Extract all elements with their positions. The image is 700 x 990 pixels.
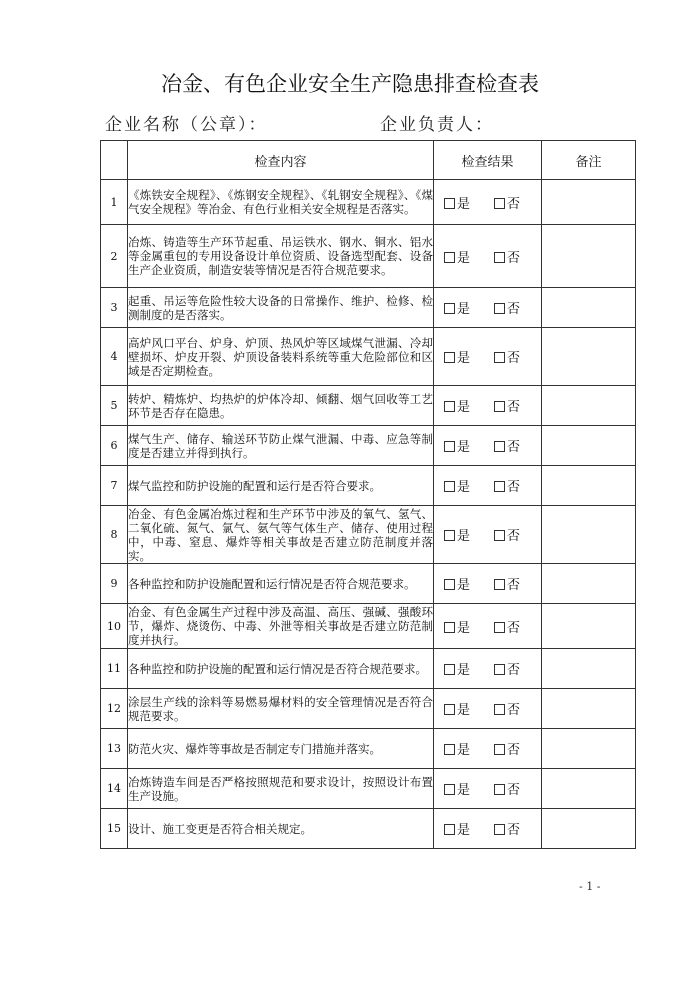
- check-result-cell: [434, 769, 542, 809]
- row-number: 11: [101, 649, 128, 689]
- check-result-cell: [434, 466, 542, 506]
- checkbox-icon[interactable]: [444, 252, 455, 263]
- checkbox-icon[interactable]: [494, 198, 505, 209]
- checkbox-icon[interactable]: [444, 481, 455, 492]
- check-item-content: 转炉、精炼炉、均热炉的炉体冷却、倾翻、烟气回收等工艺环节是否存在隐患。: [128, 386, 434, 426]
- result-yes-option[interactable]: [444, 739, 470, 758]
- table-row: [101, 689, 636, 729]
- result-no-option[interactable]: [494, 298, 520, 317]
- row-number: 10: [101, 604, 128, 649]
- checkbox-icon[interactable]: [494, 664, 505, 675]
- check-item-content: 煤气监控和防护设施的配置和运行是否符合要求。: [128, 466, 434, 506]
- check-result-cell: [434, 649, 542, 689]
- no-label: 否: [507, 480, 521, 495]
- result-yes-option[interactable]: [444, 298, 470, 317]
- checkbox-icon[interactable]: [444, 704, 455, 715]
- result-yes-option[interactable]: [444, 476, 470, 495]
- yes-label: 是: [457, 703, 471, 718]
- result-yes-option[interactable]: [444, 699, 470, 718]
- no-label: 否: [507, 440, 521, 455]
- check-result-cell: [434, 328, 542, 386]
- yes-label: 是: [457, 440, 471, 455]
- result-yes-option[interactable]: [444, 617, 470, 636]
- table-row: [101, 328, 636, 386]
- result-no-option[interactable]: [494, 193, 520, 212]
- check-result-cell: [434, 386, 542, 426]
- checkbox-icon[interactable]: [494, 704, 505, 715]
- no-label: 否: [507, 703, 521, 718]
- remark-cell[interactable]: [542, 809, 636, 849]
- row-number: 1: [101, 180, 128, 225]
- result-no-option[interactable]: [494, 659, 520, 678]
- table-row: [101, 288, 636, 328]
- row-number: 6: [101, 426, 128, 466]
- check-item-content: 冶金、有色金属生产过程中涉及高温、高压、强碱、强酸环节，爆炸、烧烫伤、中毒、外泄等相关事故是否建立防范制度并执行。: [128, 605, 433, 647]
- result-no-option[interactable]: [494, 396, 520, 415]
- result-no-option[interactable]: [494, 476, 520, 495]
- remark-cell[interactable]: [542, 426, 636, 466]
- no-label: 否: [507, 663, 521, 678]
- result-yes-option[interactable]: [444, 347, 470, 366]
- result-yes-option[interactable]: [444, 525, 470, 544]
- no-label: 否: [507, 823, 521, 838]
- table-body: [101, 180, 636, 849]
- row-number: 8: [101, 506, 128, 564]
- table-row: [101, 466, 636, 506]
- checkbox-icon[interactable]: [494, 579, 505, 590]
- result-no-option[interactable]: [494, 525, 520, 544]
- remark-cell[interactable]: [542, 729, 636, 769]
- checkbox-icon[interactable]: [444, 744, 455, 755]
- remark-cell[interactable]: [542, 769, 636, 809]
- result-yes-option[interactable]: [444, 779, 470, 798]
- table-row: [101, 729, 636, 769]
- yes-label: 是: [457, 302, 471, 317]
- checkbox-icon[interactable]: [494, 401, 505, 412]
- checkbox-icon[interactable]: [444, 622, 455, 633]
- check-item-content: 各种监控和防护设施的配置和运行情况是否符合规范要求。: [128, 649, 434, 689]
- checkbox-icon[interactable]: [494, 303, 505, 314]
- check-item-content: 冶炼、铸造等生产环节起重、吊运铁水、钢水、铜水、铝水等金属重包的专用设备设计单位资质、设备选型配套、设备生产企业资质，制造安装等情况是否符合规范要求。: [128, 225, 434, 288]
- result-yes-option[interactable]: [444, 193, 470, 212]
- row-number: 2: [101, 225, 128, 288]
- remark-cell[interactable]: [542, 328, 636, 386]
- checkbox-icon[interactable]: [444, 579, 455, 590]
- checkbox-icon[interactable]: [494, 530, 505, 541]
- no-label: 否: [507, 400, 521, 415]
- row-number: 7: [101, 466, 128, 506]
- no-label: 否: [507, 250, 521, 266]
- check-item-content: 设计、施工变更是否符合相关规定。: [128, 809, 434, 849]
- yes-label: 是: [457, 351, 471, 366]
- check-result-cell: [434, 604, 542, 649]
- header-result: 检查结果: [434, 141, 542, 180]
- row-number: 4: [101, 328, 128, 386]
- checkbox-icon[interactable]: [444, 664, 455, 675]
- check-item-content: 涂层生产线的涂料等易燃易爆材料的安全管理情况是否符合规范要求。: [128, 689, 434, 729]
- row-number: 14: [101, 769, 128, 809]
- checkbox-icon[interactable]: [444, 352, 455, 363]
- result-yes-option[interactable]: [444, 819, 470, 838]
- table-row: [101, 225, 636, 288]
- checkbox-icon[interactable]: [494, 481, 505, 492]
- remark-cell[interactable]: [542, 386, 636, 426]
- yes-label: 是: [457, 529, 471, 544]
- checkbox-icon[interactable]: [494, 441, 505, 452]
- checkbox-icon[interactable]: [444, 784, 455, 795]
- yes-label: 是: [457, 620, 471, 636]
- result-yes-option[interactable]: [444, 247, 470, 266]
- table-row: [101, 649, 636, 689]
- table-header-row: [101, 141, 636, 180]
- check-result-cell: [434, 225, 542, 288]
- no-label: 否: [507, 578, 521, 593]
- checkbox-icon[interactable]: [444, 530, 455, 541]
- result-no-option[interactable]: [494, 574, 520, 593]
- remark-cell[interactable]: [542, 689, 636, 729]
- yes-label: 是: [457, 823, 471, 838]
- check-item-content: 防范火灾、爆炸等事故是否制定专门措施并落实。: [128, 729, 434, 769]
- remark-cell[interactable]: [542, 649, 636, 689]
- check-item-content: 各种监控和防护设施配置和运行情况是否符合规范要求。: [128, 564, 434, 604]
- checkbox-icon[interactable]: [444, 441, 455, 452]
- check-result-cell: [434, 689, 542, 729]
- yes-label: 是: [457, 400, 471, 415]
- check-result-cell: [434, 564, 542, 604]
- checkbox-icon[interactable]: [494, 252, 505, 263]
- checkbox-icon[interactable]: [494, 744, 505, 755]
- checkbox-icon[interactable]: [494, 824, 505, 835]
- no-label: 否: [507, 302, 521, 317]
- row-number: 12: [101, 689, 128, 729]
- result-no-option[interactable]: [494, 617, 520, 636]
- table-row: [101, 180, 636, 225]
- remark-cell[interactable]: [542, 466, 636, 506]
- result-yes-option[interactable]: [444, 436, 470, 455]
- checkbox-icon[interactable]: [444, 824, 455, 835]
- check-result-cell: [434, 809, 542, 849]
- yes-label: 是: [457, 783, 471, 798]
- yes-label: 是: [457, 480, 471, 495]
- yes-label: 是: [457, 250, 471, 266]
- check-item-content: 《炼铁安全规程》、《炼钢安全规程》、《轧钢安全规程》、《煤气安全规程》等冶金、有色行业相关安全规程是否落实。: [128, 180, 434, 225]
- result-no-option[interactable]: [494, 699, 520, 718]
- check-item-content: 冶金、有色金属冶炼过程和生产环节中涉及的氧气、氢气、二氧化硫、氮气、氯气、氨气等气体生产、储存、使用过程中，中毒、窒息、爆炸等相关事故是否建立防范制度并落实。: [128, 506, 433, 563]
- check-result-cell: [434, 506, 542, 564]
- row-number: 3: [101, 288, 128, 328]
- table-row: [101, 604, 636, 649]
- remark-cell[interactable]: [542, 564, 636, 604]
- checkbox-icon[interactable]: [444, 401, 455, 412]
- no-label: 否: [507, 783, 521, 798]
- page-number: - 1 -: [579, 880, 601, 893]
- checkbox-icon[interactable]: [494, 784, 505, 795]
- row-number: 15: [101, 809, 128, 849]
- check-item-content: 起重、吊运等危险性较大设备的日常操作、维护、检修、检测制度的是否落实。: [128, 288, 434, 328]
- table-row: [101, 386, 636, 426]
- check-item-content: 煤气生产、储存、输送环节防止煤气泄漏、中毒、应急等制度是否建立并得到执行。: [128, 426, 434, 466]
- yes-label: 是: [457, 663, 471, 678]
- table-row: [101, 564, 636, 604]
- result-no-option[interactable]: [494, 347, 520, 366]
- table-row: [101, 809, 636, 849]
- no-label: 否: [507, 351, 521, 366]
- yes-label: 是: [457, 196, 471, 212]
- result-yes-option[interactable]: [444, 396, 470, 415]
- no-label: 否: [507, 529, 521, 544]
- check-result-cell: [434, 180, 542, 225]
- checkbox-icon[interactable]: [494, 352, 505, 363]
- remark-cell[interactable]: [542, 180, 636, 225]
- checkbox-icon[interactable]: [444, 303, 455, 314]
- inspection-table: [100, 140, 636, 849]
- check-result-cell: [434, 729, 542, 769]
- check-result-cell: [434, 288, 542, 328]
- header-remark: 备注: [542, 141, 636, 180]
- table-row: [101, 506, 636, 564]
- company-leader-label: 企业负责人：: [380, 115, 494, 135]
- remark-cell[interactable]: [542, 604, 636, 649]
- header-number: [101, 141, 128, 180]
- remark-cell[interactable]: [542, 506, 636, 564]
- check-result-cell: [434, 426, 542, 466]
- no-label: 否: [507, 620, 521, 636]
- row-number: 9: [101, 564, 128, 604]
- remark-cell[interactable]: [542, 288, 636, 328]
- result-no-option[interactable]: [494, 436, 520, 455]
- result-no-option[interactable]: [494, 247, 520, 266]
- row-number: 5: [101, 386, 128, 426]
- no-label: 否: [507, 196, 521, 212]
- result-no-option[interactable]: [494, 739, 520, 758]
- row-number: 13: [101, 729, 128, 769]
- remark-cell[interactable]: [542, 225, 636, 288]
- document-title: 冶金、有色企业安全生产隐患排查检查表: [161, 72, 539, 96]
- table-row: [101, 426, 636, 466]
- checkbox-icon[interactable]: [494, 622, 505, 633]
- check-item-content: 冶炼铸造车间是否严格按照规范和要求设计，按照设计布置生产设施。: [128, 769, 434, 809]
- table-row: [101, 769, 636, 809]
- company-name-label: 企业名称（公章）：: [105, 115, 268, 135]
- yes-label: 是: [457, 578, 471, 593]
- yes-label: 是: [457, 743, 471, 758]
- result-yes-option[interactable]: [444, 659, 470, 678]
- checkbox-icon[interactable]: [444, 198, 455, 209]
- result-no-option[interactable]: [494, 779, 520, 798]
- check-item-content: 高炉风口平台、炉身、炉顶、热风炉等区域煤气泄漏、冷却壁损坏、炉皮开裂、炉顶设备装料系统等重大危险部位和区域是否定期检查。: [128, 328, 434, 386]
- no-label: 否: [507, 743, 521, 758]
- result-no-option[interactable]: [494, 819, 520, 838]
- header-content: 检查内容: [128, 141, 434, 180]
- result-yes-option[interactable]: [444, 574, 470, 593]
